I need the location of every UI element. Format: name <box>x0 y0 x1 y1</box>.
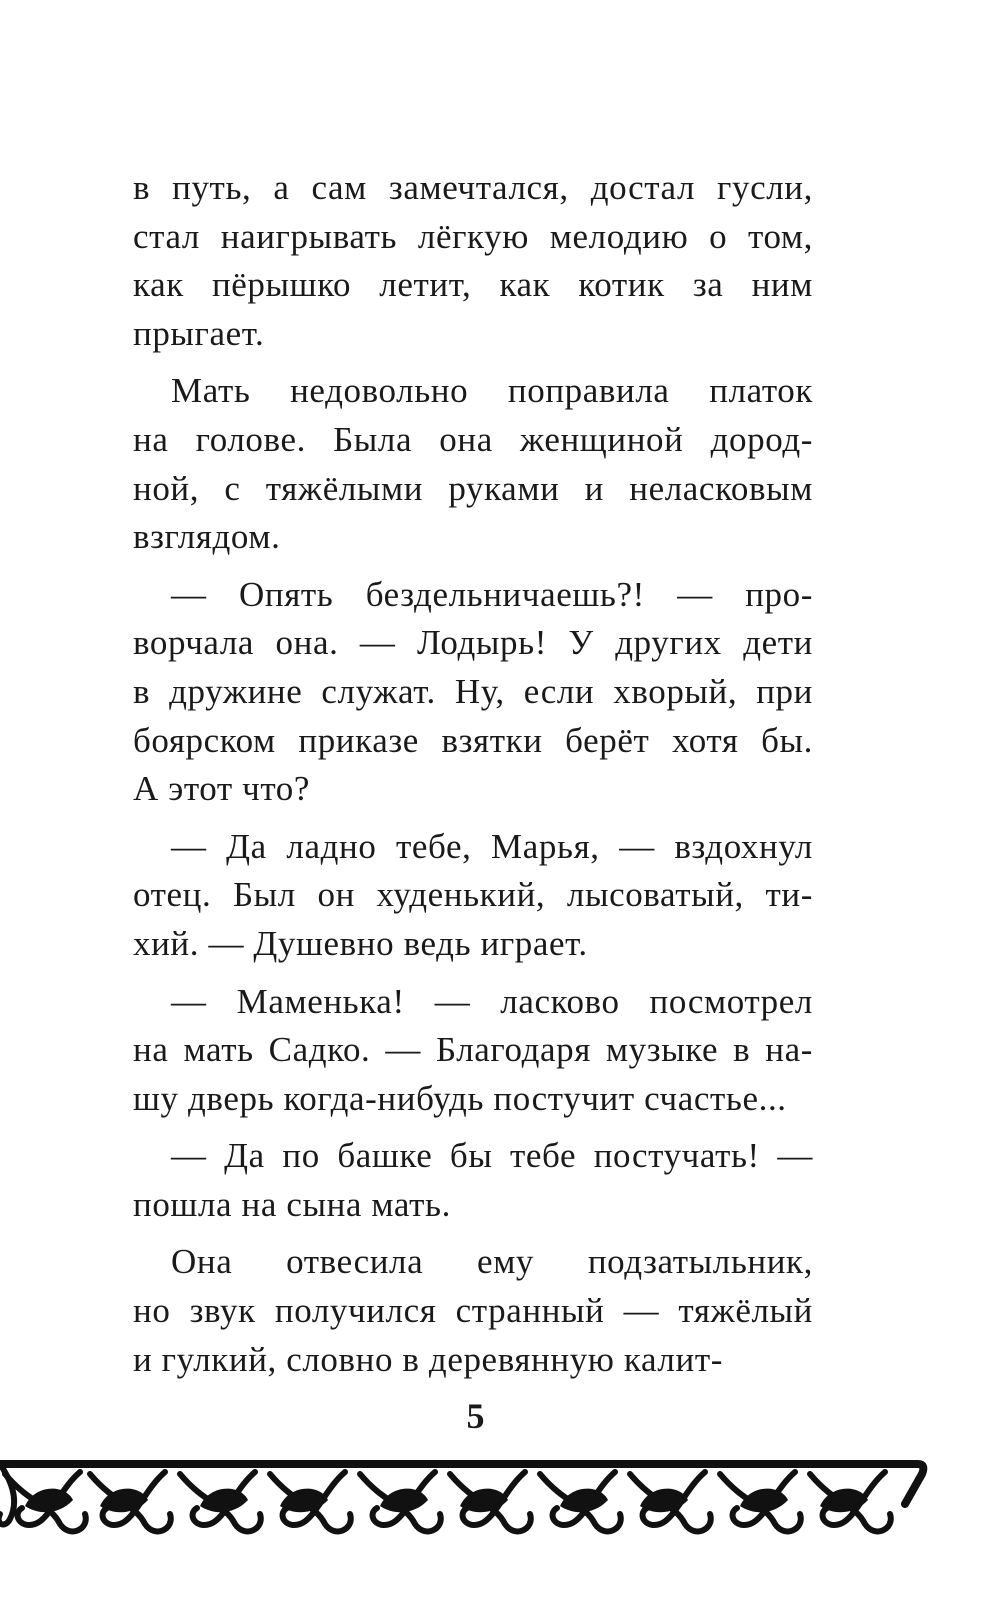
text-line: боярском приказе взятки берёт хотя бы. <box>133 720 813 760</box>
text-line: как пёрышко летит, как котик за ним <box>133 265 813 305</box>
paragraph <box>133 1132 813 1229</box>
text-line: в путь, а сам замечтался, достал гусли, <box>133 168 813 207</box>
text-line: пошла на сына мать. <box>133 1184 451 1224</box>
paragraph <box>133 571 813 814</box>
paragraph <box>133 1238 813 1384</box>
body-text <box>133 164 813 1393</box>
ornament-left-swirl <box>0 1464 14 1524</box>
paragraph <box>133 978 813 1124</box>
text-line: шу дверь когда-нибудь постучит счастье... <box>133 1078 787 1118</box>
text-line: — Да ладно тебе, Марья, — вздохнул <box>171 826 813 866</box>
text-line: на мать Садко. — Благодаря музыке в на- <box>133 1030 813 1070</box>
paragraph <box>133 367 813 561</box>
text-line: отец. Был он худенький, лысоватый, ти- <box>133 875 813 915</box>
text-line: — Опять бездельничаешь?! — про- <box>171 574 813 614</box>
text-line: ворчала она. — Лодырь! У других дети <box>133 623 813 663</box>
text-line: прыгает. <box>133 313 265 353</box>
page-number: 5 <box>466 1396 485 1436</box>
text-line: — Маменька! — ласково посмотрел <box>171 981 813 1021</box>
paragraph <box>133 164 813 358</box>
text-line: Она отвесила ему подзатыльник, <box>171 1242 813 1282</box>
text-line: взглядом. <box>133 517 281 557</box>
text-line: но звук получился странный — тяжёлый <box>133 1291 813 1331</box>
paragraph <box>133 823 813 969</box>
text-line: стал наигрывать лёгкую мелодию о том, <box>133 216 813 256</box>
scroll-border-ornament <box>0 1444 930 1544</box>
text-line: хий. — Душевно ведь играет. <box>133 923 588 963</box>
text-line: Мать недовольно поправила платок <box>171 371 813 411</box>
text-line: и гулкий, словно в деревянную калит- <box>133 1339 723 1379</box>
text-line: А этот что? <box>133 769 311 809</box>
text-line: ной, с тяжёлыми руками и неласковым <box>133 468 813 508</box>
text-line: на голове. Была она женщиной дород- <box>133 419 813 459</box>
text-line: в дружине служат. Ну, если хворый, при <box>133 671 813 711</box>
text-line: — Да по башке бы тебе постучать! — <box>171 1136 813 1176</box>
